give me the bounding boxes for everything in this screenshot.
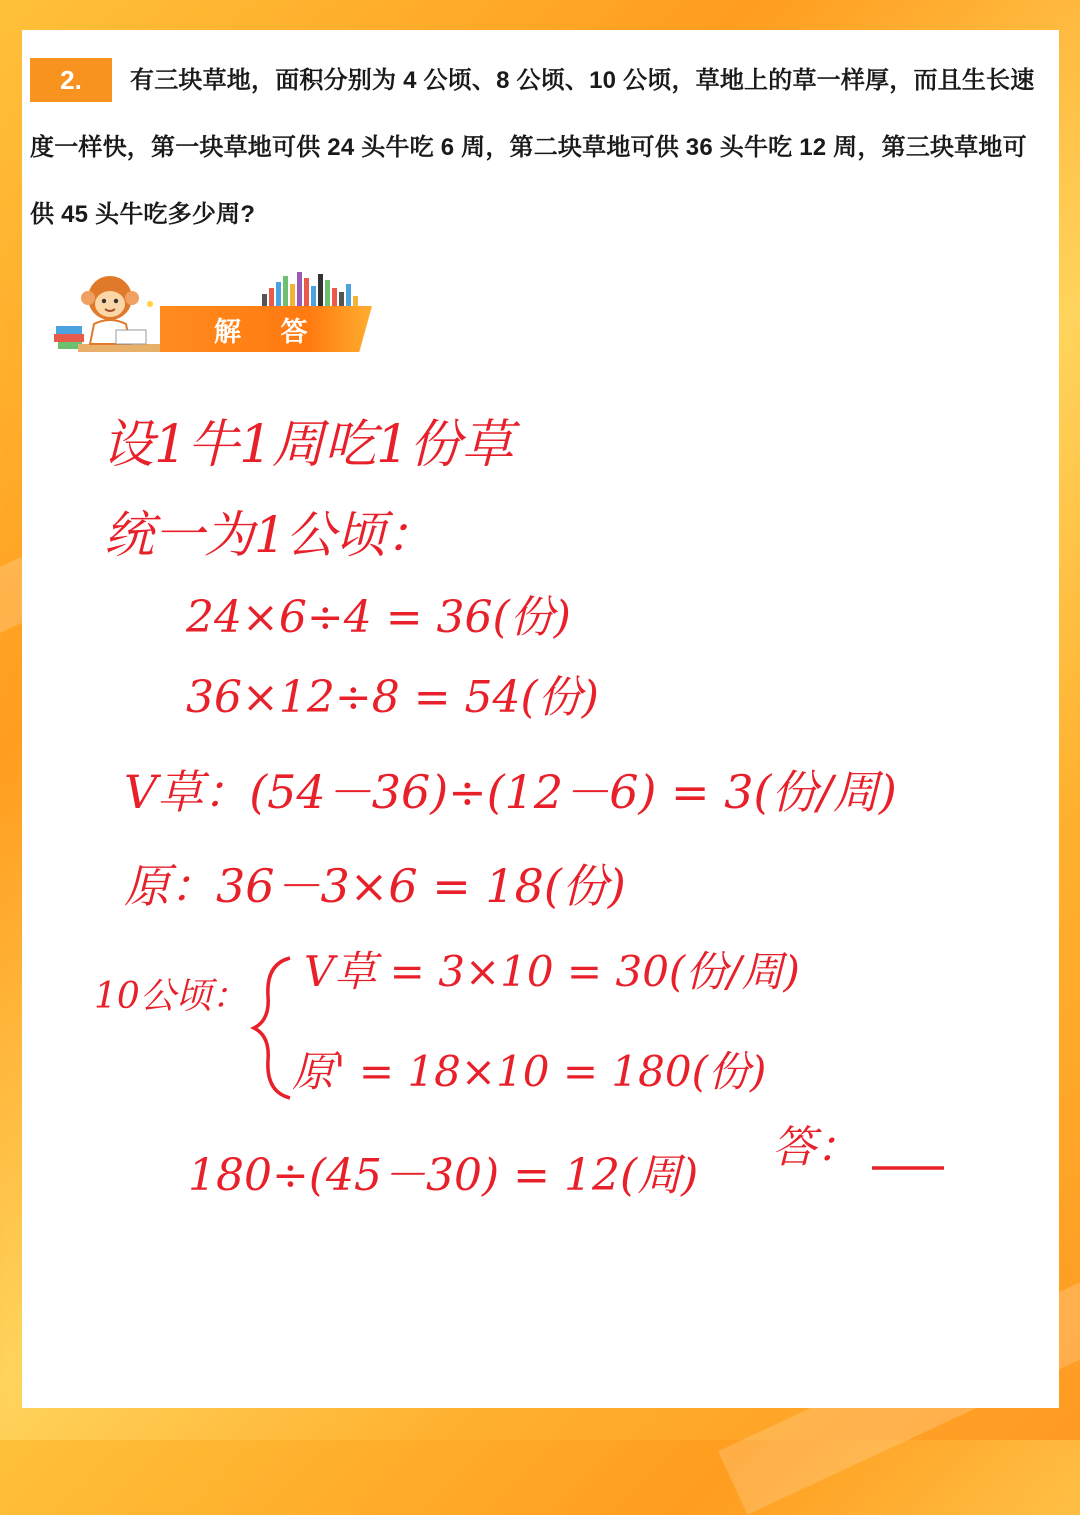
answer-label: 答： [772,1122,860,1173]
solution-line-1: 设1牛1周吃1份草 [102,415,514,475]
solution-line-5: V草：(54－36)÷(12－6) = 3(份/周) [124,765,897,819]
solution-line-7-label: 10公顷： [94,976,248,1017]
monkey-mascot-icon [52,268,162,358]
question-number-badge: 2. [30,58,112,102]
books-decoration-icon [262,270,358,306]
solution-line-7: V草 = 3×10 = 30(份/周) [304,947,800,996]
worksheet-card [22,30,1059,1408]
banner-label: 解 答 [214,317,324,347]
question-text: 有三块草地，面积分别为 4 公顷、8 公顷、10 公顷，草地上的草一样厚，而且生长速度一样快，第一块草地可供 24 头牛吃 6 周，第二块草地可供 36 头牛吃 12 周，第三块草地可供 45 头牛吃多少周? [30,67,1035,228]
solution-line-2: 统一为1公顷： [104,506,436,564]
answer-banner [52,268,372,360]
solution-line-9: 180÷(45－30) = 12(周) [188,1150,699,1201]
solution-line-8: 原' = 18×10 = 180(份) [292,1047,767,1096]
solution-line-6: 原：36－3×6 = 18(份) [124,859,626,913]
solution-line-3: 24×6÷4 = 36(份) [186,592,571,643]
solution-line-4: 36×12÷8 = 54(份) [186,672,599,723]
brace-icon [254,958,290,1098]
